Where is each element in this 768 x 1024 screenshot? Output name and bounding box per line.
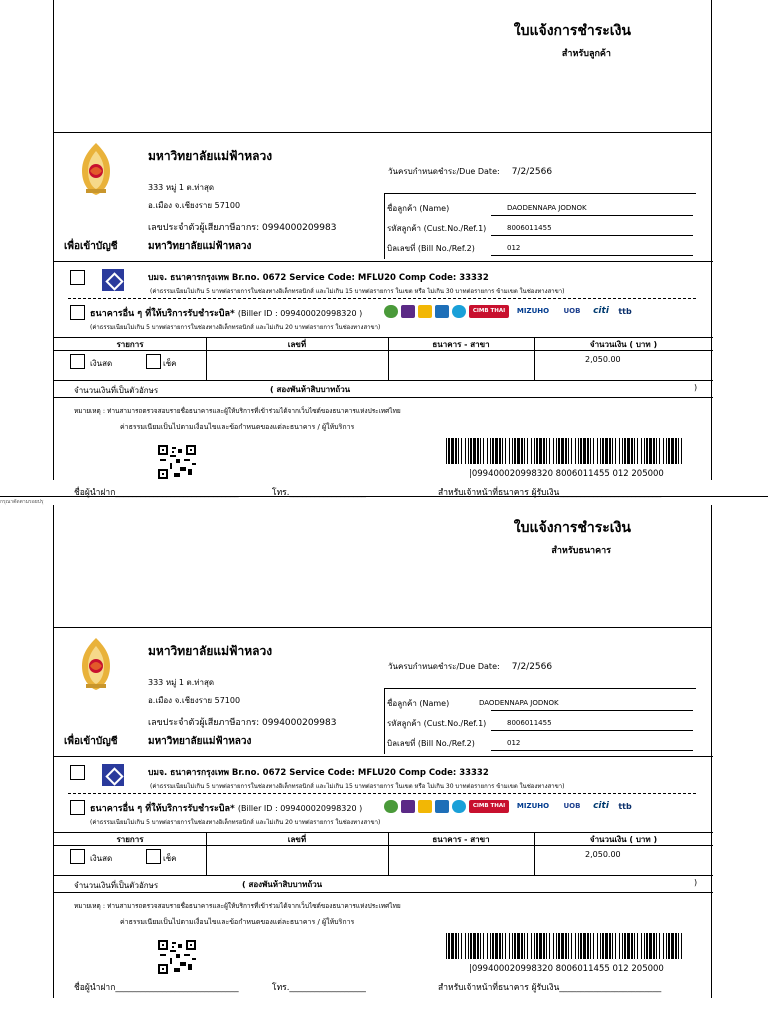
bbl-payment-row (54, 261, 713, 297)
address-line-2: อ.เมือง จ.เชียงราย 57100 (148, 696, 241, 705)
scb-logo-icon (401, 305, 415, 318)
bank-logos (384, 798, 704, 814)
due-date (388, 660, 552, 673)
cheque-checkbox[interactable] (146, 849, 161, 864)
bank-officer-field: สำหรับเจ้าหน้าที่ธนาคาร ผู้รับเงิน________________________ (438, 983, 662, 993)
col-divider (388, 338, 389, 381)
customer-name-label: ชื่อลูกค้า (Name) (387, 699, 450, 708)
ttb-logo-icon: ttb (615, 800, 635, 813)
amount-value: 2,050.00 (585, 850, 621, 859)
customer-info-box (384, 688, 696, 754)
krungsri-logo-icon (418, 800, 432, 813)
other-bank-fee-note: (ค่าธรรมเนียมไม่เกิน 5 บาทต่อรายการในช่องทางอิเล็กทรอนิกส์ และไม่เกิน 20 บาทต่อรายการ ในช่องทางสาขา) (90, 819, 381, 826)
cust-no-label: รหัสลูกค้า (Cust.No./Ref.1) (387, 719, 487, 728)
slip-title: ใบแจ้งการชำระเงิน (513, 23, 631, 39)
biller-id: (Biller ID : 099400020998320 ) (237, 309, 363, 318)
other-bank-row (54, 299, 713, 337)
account-name: มหาวิทยาลัยแม่ฟ้าหลวง (148, 736, 252, 747)
other-bank-text (90, 306, 362, 320)
gsb-logo-icon (435, 800, 449, 813)
col-divider (534, 833, 535, 876)
bbl-service-info: บมจ. ธนาคารกรุงเทพ Br.no. 0672 Service Code: MFLU20 Comp Code: 33332 (148, 768, 489, 778)
cust-no-value: 8006011455 (507, 719, 552, 727)
header-bank-branch: ธนาคาร - สาขา (388, 833, 534, 846)
header-bank-branch: ธนาคาร - สาขา (388, 338, 534, 351)
bill-no-value: 012 (507, 244, 521, 252)
other-bank-label: ธนาคารอื่น ๆ ที่ให้บริการรับชำระบิล* (90, 309, 235, 319)
due-date-value: 7/2/2566 (511, 167, 553, 177)
slip-body (53, 133, 712, 498)
amount-words-value: ( สองพันห้าสิบบาทถ้วน (242, 880, 323, 889)
header-item: รายการ (54, 338, 206, 351)
bill-no-label: บิลเลขที่ (Bill No./Ref.2) (387, 739, 475, 748)
citi-logo-icon: citi (590, 305, 612, 318)
telephone-field: โทร.__________________ (272, 983, 366, 993)
bangkok-bank-logo-icon (102, 269, 124, 291)
col-divider (206, 833, 207, 876)
amount-words-label: จำนวนเงินที่เป็นตัวอักษร (74, 881, 159, 890)
barcode-number: |099400020998320 8006011455 012 205000 (469, 469, 664, 479)
qr-code-icon (158, 940, 196, 974)
cheque-checkbox[interactable] (146, 354, 161, 369)
note: หมายเหตุ : ท่านสามารถตรวจสอบรายชื่อธนาคารและผู้ให้บริการที่เข้าร่วมได้จากเว็บไซต์ของธนาคารแห่งประเทศไทย (74, 407, 401, 415)
cash-label: เงินสด (90, 854, 113, 863)
ktb-logo-icon (452, 305, 466, 318)
for-account-label: เพื่อเข้าบัญชี (64, 241, 118, 252)
slip-body (53, 628, 712, 998)
cimb-logo-icon: CIMB THAI (469, 800, 509, 813)
cut-line (0, 496, 768, 497)
gsb-logo-icon (435, 305, 449, 318)
university-logo-icon (76, 141, 116, 197)
krungsri-logo-icon (418, 305, 432, 318)
payment-table (54, 832, 713, 875)
cimb-logo-icon: CIMB THAI (469, 305, 509, 318)
scb-logo-icon (401, 800, 415, 813)
cheque-label: เช็ค (163, 854, 177, 863)
citi-logo-icon: citi (590, 800, 612, 813)
slip-subtitle: สำหรับลูกค้า (561, 49, 611, 59)
cash-checkbox[interactable] (70, 354, 85, 369)
bbl-service-info: บมจ. ธนาคารกรุงเทพ Br.no. 0672 Service Code: MFLU20 Comp Code: 33332 (148, 273, 489, 283)
header-number: เลขที่ (206, 338, 388, 351)
address-line-1: 333 หมู่ 1 ต.ท่าสุด (148, 678, 215, 687)
bangkok-bank-logo-icon (102, 764, 124, 786)
cust-no-row (387, 713, 693, 731)
telephone-field: โทร.__________________ (272, 488, 366, 498)
underline (491, 710, 693, 711)
kasikorn-logo-icon (384, 305, 398, 318)
address-line-1: 333 หมู่ 1 ต.ท่าสุด (148, 183, 215, 192)
underline (491, 750, 693, 751)
underline (491, 730, 693, 731)
fee-note: ค่าธรรมเนียมเป็นไปตามเงื่อนไขและข้อกำหนดของแต่ละธนาคาร / ผู้ให้บริการ (120, 918, 355, 926)
note: หมายเหตุ : ท่านสามารถตรวจสอบรายชื่อธนาคารและผู้ให้บริการที่เข้าร่วมได้จากเว็บไซต์ของธนาคารแห่งประเทศไทย (74, 902, 401, 910)
university-name: มหาวิทยาลัยแม่ฟ้าหลวง (148, 149, 273, 163)
qr-code-icon (158, 445, 196, 479)
col-divider (388, 833, 389, 876)
amount-words-row (54, 875, 713, 893)
header-item: รายการ (54, 833, 206, 846)
customer-info-box (384, 193, 696, 259)
bill-no-row (387, 733, 693, 751)
underline (491, 255, 693, 256)
bank-officer-field: สำหรับเจ้าหน้าที่ธนาคาร ผู้รับเงิน________________________ (438, 488, 662, 498)
tax-id: เลขประจำตัวผู้เสียภาษีอากร: 0994000209983 (148, 223, 337, 233)
bbl-checkbox[interactable] (70, 765, 85, 780)
cash-label: เงินสด (90, 359, 113, 368)
other-bank-text (90, 801, 362, 815)
underline (491, 215, 693, 216)
due-date-label: วันครบกำหนดชำระ/Due Date: (388, 662, 500, 671)
other-bank-label: ธนาคารอื่น ๆ ที่ให้บริการรับชำระบิล* (90, 804, 235, 814)
payment-table (54, 337, 713, 380)
barcode-icon (446, 438, 684, 464)
tax-id: เลขประจำตัวผู้เสียภาษีอากร: 0994000209983 (148, 718, 337, 728)
header-amount: จำนวนเงิน ( บาท ) (534, 338, 713, 351)
slip-header-box (53, 505, 712, 628)
cash-checkbox[interactable] (70, 849, 85, 864)
uob-logo-icon: UOB (557, 800, 587, 813)
header-number: เลขที่ (206, 833, 388, 846)
address-line-2: อ.เมือง จ.เชียงราย 57100 (148, 201, 241, 210)
due-date-label: วันครบกำหนดชำระ/Due Date: (388, 167, 500, 176)
due-date-value: 7/2/2566 (511, 662, 553, 672)
mizuho-logo-icon: MIZUHO (512, 800, 554, 813)
uob-logo-icon: UOB (557, 305, 587, 318)
slip-header-box (53, 0, 712, 133)
other-bank-fee-note: (ค่าธรรมเนียมไม่เกิน 5 บาทต่อรายการในช่องทางอิเล็กทรอนิกส์ และไม่เกิน 20 บาทต่อรายการ ในช่องทางสาขา) (90, 324, 381, 331)
account-name: มหาวิทยาลัยแม่ฟ้าหลวง (148, 241, 252, 252)
amount-value: 2,050.00 (585, 355, 621, 364)
due-date (388, 165, 552, 178)
bbl-checkbox[interactable] (70, 270, 85, 285)
amount-words-close: ) (694, 383, 698, 392)
barcode-icon (446, 933, 684, 959)
cheque-label: เช็ค (163, 359, 177, 368)
other-bank-row (54, 794, 713, 832)
ttb-logo-icon: ttb (615, 305, 635, 318)
customer-name-value: DAODENNAPA JODNOK (507, 204, 587, 212)
slip-title: ใบแจ้งการชำระเงิน (513, 520, 631, 536)
cust-no-row (387, 218, 693, 236)
university-logo-icon (76, 636, 116, 692)
bill-no-label: บิลเลขที่ (Bill No./Ref.2) (387, 244, 475, 253)
bbl-fee-note: (ค่าธรรมเนียมไม่เกิน 5 บาทต่อรายการในช่องทางอิเล็กทรอนิกส์ และไม่เกิน 15 บาทต่อรายการ ในเขต หรือ ไม่เกิน 30 บาทต่อรายการ ข้ามเขต ในช่องทางสาขา) (150, 288, 565, 295)
mizuho-logo-icon: MIZUHO (512, 305, 554, 318)
bill-no-value: 012 (507, 739, 521, 747)
header-amount: จำนวนเงิน ( บาท ) (534, 833, 713, 846)
payment-slip-bank (0, 505, 768, 1005)
slip-subtitle: สำหรับธนาคาร (551, 546, 611, 556)
university-name: มหาวิทยาลัยแม่ฟ้าหลวง (148, 644, 273, 658)
cust-no-value: 8006011455 (507, 224, 552, 232)
biller-id: (Biller ID : 099400020998320 ) (237, 804, 363, 813)
underline (491, 235, 693, 236)
kasikorn-logo-icon (384, 800, 398, 813)
bill-no-row (387, 238, 693, 256)
col-divider (534, 338, 535, 381)
payment-slip-customer (0, 0, 768, 505)
for-account-label: เพื่อเข้าบัญชี (64, 736, 118, 747)
barcode-number: |099400020998320 8006011455 012 205000 (469, 964, 664, 974)
depositor-name-field: ชื่อผู้นำฝาก_____________________________ (74, 983, 239, 993)
cut-note: กรุณาตัดตามรอยปรุ (0, 499, 44, 505)
col-divider (206, 338, 207, 381)
amount-words-close: ) (694, 878, 698, 887)
bank-logos (384, 303, 704, 319)
customer-name-row (387, 198, 693, 216)
amount-words-value: ( สองพันห้าสิบบาทถ้วน (270, 385, 351, 394)
other-bank-checkbox[interactable] (70, 800, 85, 815)
fee-note: ค่าธรรมเนียมเป็นไปตามเงื่อนไขและข้อกำหนดของแต่ละธนาคาร / ผู้ให้บริการ (120, 423, 355, 431)
ktb-logo-icon (452, 800, 466, 813)
other-bank-checkbox[interactable] (70, 305, 85, 320)
bbl-payment-row (54, 756, 713, 792)
bbl-fee-note: (ค่าธรรมเนียมไม่เกิน 5 บาทต่อรายการในช่องทางอิเล็กทรอนิกส์ และไม่เกิน 15 บาทต่อรายการ ในเขต หรือ ไม่เกิน 30 บาทต่อรายการ ข้ามเขต ในช่องทางสาขา) (150, 783, 565, 790)
amount-words-row (54, 380, 713, 398)
amount-words-label: จำนวนเงินที่เป็นตัวอักษร (74, 386, 159, 395)
customer-name-label: ชื่อลูกค้า (Name) (387, 204, 450, 213)
cust-no-label: รหัสลูกค้า (Cust.No./Ref.1) (387, 224, 487, 233)
depositor-name-field: ชื่อผู้นำฝาก_____________________________ (74, 488, 239, 498)
customer-name-value: DAODENNAPA JODNOK (479, 699, 559, 707)
customer-name-row (387, 693, 693, 711)
